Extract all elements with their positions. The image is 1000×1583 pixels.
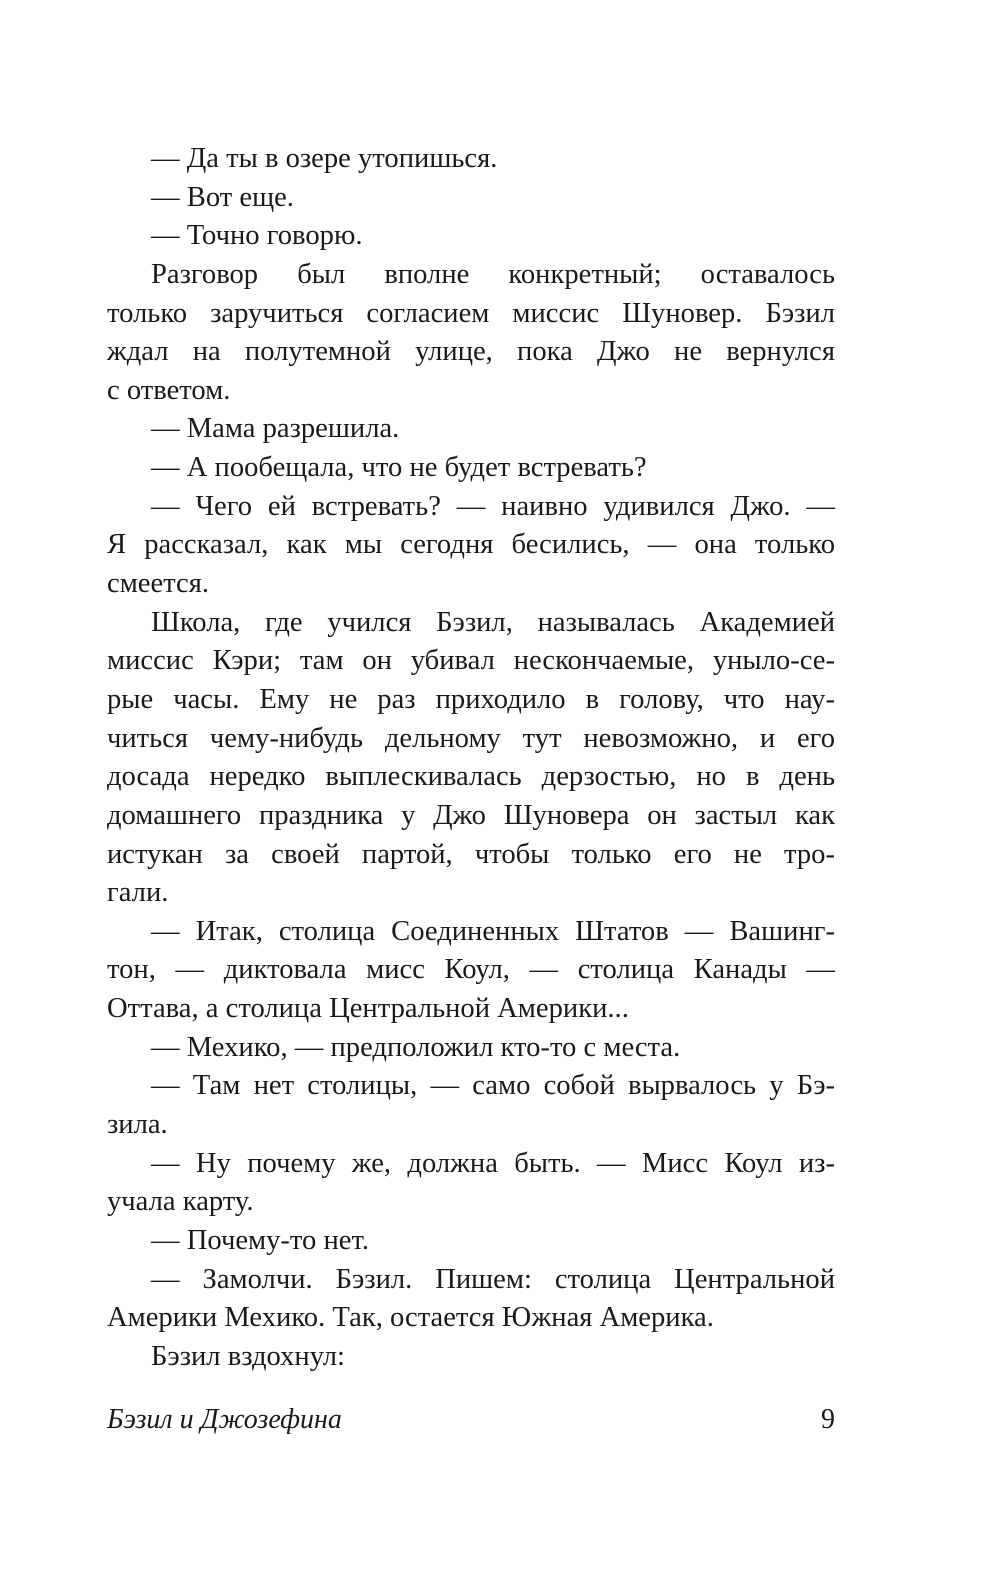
text-line: — Итак, столица Соединенных Штатов — Вашинг- [151,915,835,947]
text-line: рые часы. Ему не раз приходило в голову, что нау- [107,683,835,715]
text-line: ждал на полутемной улице, пока Джо не вернулся [107,336,835,368]
text-line: — Чего ей встревать? — наивно удивился Джо. — [151,490,835,522]
text-line: только заручиться согласием миссис Шуновер. Бэзил [107,297,835,329]
text-line: — Ну почему же, должна быть. — Мисс Коул из- [151,1147,835,1179]
text-line: — А пообещала, что не будет встревать? [151,452,647,484]
text-line: — Почему-то нет. [151,1224,369,1256]
text-line: — Мама разрешила. [151,413,400,445]
text-line: досада нередко выплескивалась дерзостью, но в день [107,761,835,793]
running-title: Бэзил и Джозефина [107,1404,342,1435]
text-line: гали. [107,877,169,909]
text-line: — Мехико, — предположил кто-то с места. [151,1031,681,1063]
text-line: — Вот еще. [151,181,294,213]
text-line: Оттава, а столица Центральной Америки... [107,993,629,1025]
text-line: домашнего праздника у Джо Шуновера он застыл как [107,799,835,831]
text-line: — Да ты в озере утопишься. [151,143,498,174]
text-line: — Замолчи. Бэзил. Пишем: столица Центральной [151,1263,835,1295]
body-text [107,140,835,1377]
text-line: — Точно говорю. [151,220,363,252]
text-line: учала карту. [107,1186,254,1218]
page-footer [107,1400,835,1440]
text-line: зила. [107,1109,168,1141]
text-line: Америки Мехико. Так, остается Южная Америка. [107,1302,714,1334]
text-line: тон, — диктовала мисс Коул, — столица Канады — [107,954,835,986]
text-line: — Там нет столицы, — само собой вырвалось у Бэ- [151,1070,835,1102]
text-line: Школа, где учился Бэзил, называлась Академией [151,606,835,638]
text-line: читься чему-нибудь дельному тут невозможно, и его [107,722,835,754]
text-line: миссис Кэри; там он убивал нескончаемые, уныло-се- [107,645,835,677]
text-line: истукан за своей партой, чтобы только его не тро- [107,838,835,870]
text-line: с ответом. [107,374,231,406]
text-line: Разговор был вполне конкретный; оставалось [151,258,835,290]
text-line: Я рассказал, как мы сегодня бесились, — она только [107,529,835,561]
text-line: смеется. [107,568,210,600]
page-number: 9 [821,1404,835,1435]
text-line: Бэзил вздохнул: [151,1340,345,1372]
